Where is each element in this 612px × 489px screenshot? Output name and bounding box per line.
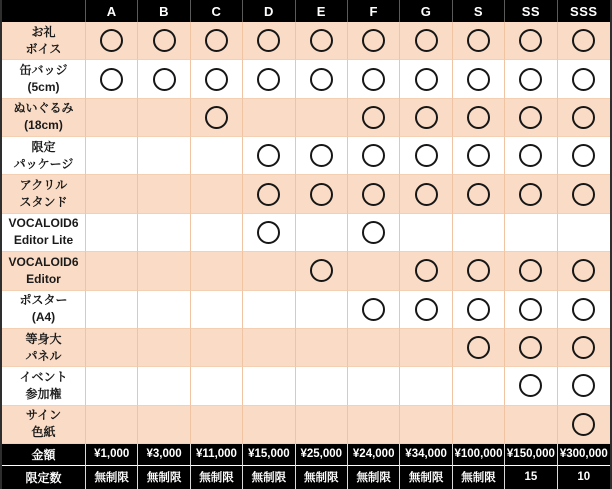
price-SSS: ¥300,000 bbox=[558, 444, 610, 466]
circle-outline-icon bbox=[257, 68, 280, 91]
circle-outline-icon bbox=[467, 144, 490, 167]
price-SS: ¥150,000 bbox=[505, 444, 557, 466]
circle-outline-icon bbox=[467, 29, 490, 52]
cell-life-size-panel-B bbox=[138, 329, 190, 367]
cell-acrylic-stand-SS bbox=[505, 175, 557, 213]
row-label-line: イベント bbox=[19, 369, 68, 384]
cell-event-entry-C bbox=[191, 367, 243, 405]
cell-vocaloid6-editor-D bbox=[243, 252, 295, 290]
cell-vocaloid6-editor-S bbox=[453, 252, 505, 290]
circle-outline-icon bbox=[572, 68, 595, 91]
cell-plush-SS bbox=[505, 99, 557, 137]
cell-plush-G bbox=[400, 99, 452, 137]
cell-event-entry-E bbox=[296, 367, 348, 405]
cell-poster-a4-SSS bbox=[558, 291, 610, 329]
price-D: ¥15,000 bbox=[243, 444, 295, 466]
row-label-line: 缶バッジ bbox=[19, 63, 68, 78]
cell-event-entry-B bbox=[138, 367, 190, 405]
cell-limited-package-SS bbox=[505, 137, 557, 175]
cell-thanks-voice-A bbox=[86, 22, 138, 60]
row-label-line: ぬいぐるみ bbox=[13, 101, 74, 116]
limit-G: 無制限 bbox=[400, 466, 452, 489]
row-label-line: 等身大 bbox=[25, 331, 62, 346]
circle-outline-icon bbox=[257, 221, 280, 244]
cell-acrylic-stand-D bbox=[243, 175, 295, 213]
row-label-line: スタンド bbox=[19, 195, 68, 210]
cell-can-badge-E bbox=[296, 60, 348, 98]
row-label-line: 限定 bbox=[31, 139, 56, 154]
row-label-life-size-panel bbox=[2, 329, 86, 367]
circle-outline-icon bbox=[519, 68, 542, 91]
cell-acrylic-stand-C bbox=[191, 175, 243, 213]
cell-life-size-panel-S bbox=[453, 329, 505, 367]
price-S: ¥100,000 bbox=[453, 444, 505, 466]
cell-vocaloid6-editor-lite-SS bbox=[505, 214, 557, 252]
cell-can-badge-D bbox=[243, 60, 295, 98]
limit-SSS: 10 bbox=[558, 466, 610, 489]
circle-outline-icon bbox=[415, 144, 438, 167]
circle-outline-icon bbox=[572, 29, 595, 52]
circle-outline-icon bbox=[519, 106, 542, 129]
cell-event-entry-SSS bbox=[558, 367, 610, 405]
price-row-label: 金額 bbox=[2, 444, 86, 466]
cell-vocaloid6-editor-B bbox=[138, 252, 190, 290]
header-tier-S: S bbox=[453, 0, 505, 22]
cell-poster-a4-F bbox=[348, 291, 400, 329]
cell-vocaloid6-editor-F bbox=[348, 252, 400, 290]
limit-SS: 15 bbox=[505, 466, 557, 489]
row-label-line: お礼 bbox=[31, 24, 56, 39]
cell-vocaloid6-editor-E bbox=[296, 252, 348, 290]
header-corner bbox=[2, 0, 86, 22]
circle-outline-icon bbox=[519, 336, 542, 359]
header-tier-SS: SS bbox=[505, 0, 557, 22]
row-label-signed-shikishi bbox=[2, 406, 86, 444]
circle-outline-icon bbox=[572, 374, 595, 397]
row-label-event-entry bbox=[2, 367, 86, 405]
cell-vocaloid6-editor-lite-SSS bbox=[558, 214, 610, 252]
cell-can-badge-B bbox=[138, 60, 190, 98]
circle-outline-icon bbox=[519, 29, 542, 52]
limit-E: 無制限 bbox=[296, 466, 348, 489]
cell-limited-package-SSS bbox=[558, 137, 610, 175]
circle-outline-icon bbox=[310, 183, 333, 206]
cell-poster-a4-C bbox=[191, 291, 243, 329]
cell-poster-a4-G bbox=[400, 291, 452, 329]
circle-outline-icon bbox=[153, 29, 176, 52]
circle-outline-icon bbox=[519, 298, 542, 321]
circle-outline-icon bbox=[519, 183, 542, 206]
circle-outline-icon bbox=[572, 413, 595, 436]
cell-plush-S bbox=[453, 99, 505, 137]
cell-life-size-panel-F bbox=[348, 329, 400, 367]
cell-vocaloid6-editor-lite-S bbox=[453, 214, 505, 252]
row-label-thanks-voice bbox=[2, 22, 86, 60]
cell-thanks-voice-C bbox=[191, 22, 243, 60]
circle-outline-icon bbox=[362, 144, 385, 167]
circle-outline-icon bbox=[415, 259, 438, 282]
circle-outline-icon bbox=[467, 259, 490, 282]
cell-can-badge-SS bbox=[505, 60, 557, 98]
limit-C: 無制限 bbox=[191, 466, 243, 489]
cell-can-badge-A bbox=[86, 60, 138, 98]
circle-outline-icon bbox=[467, 106, 490, 129]
cell-limited-package-F bbox=[348, 137, 400, 175]
header-tier-G: G bbox=[400, 0, 452, 22]
row-label-line: 参加権 bbox=[25, 386, 62, 401]
circle-outline-icon bbox=[310, 68, 333, 91]
circle-outline-icon bbox=[257, 183, 280, 206]
cell-signed-shikishi-SS bbox=[505, 406, 557, 444]
cell-signed-shikishi-G bbox=[400, 406, 452, 444]
cell-plush-SSS bbox=[558, 99, 610, 137]
cell-plush-C bbox=[191, 99, 243, 137]
cell-signed-shikishi-S bbox=[453, 406, 505, 444]
cell-signed-shikishi-C bbox=[191, 406, 243, 444]
circle-outline-icon bbox=[100, 68, 123, 91]
cell-vocaloid6-editor-lite-B bbox=[138, 214, 190, 252]
header-tier-C: C bbox=[191, 0, 243, 22]
price-C: ¥11,000 bbox=[191, 444, 243, 466]
row-label-line: (18cm) bbox=[24, 118, 63, 133]
limit-row-label: 限定数 bbox=[2, 466, 86, 489]
cell-life-size-panel-SSS bbox=[558, 329, 610, 367]
cell-signed-shikishi-B bbox=[138, 406, 190, 444]
row-label-can-badge bbox=[2, 60, 86, 98]
cell-can-badge-F bbox=[348, 60, 400, 98]
cell-vocaloid6-editor-A bbox=[86, 252, 138, 290]
circle-outline-icon bbox=[362, 29, 385, 52]
cell-plush-B bbox=[138, 99, 190, 137]
cell-plush-A bbox=[86, 99, 138, 137]
cell-limited-package-B bbox=[138, 137, 190, 175]
cell-signed-shikishi-A bbox=[86, 406, 138, 444]
cell-poster-a4-S bbox=[453, 291, 505, 329]
cell-vocaloid6-editor-lite-C bbox=[191, 214, 243, 252]
cell-vocaloid6-editor-G bbox=[400, 252, 452, 290]
price-F: ¥24,000 bbox=[348, 444, 400, 466]
header-tier-E: E bbox=[296, 0, 348, 22]
cell-vocaloid6-editor-C bbox=[191, 252, 243, 290]
cell-vocaloid6-editor-lite-A bbox=[86, 214, 138, 252]
cell-acrylic-stand-A bbox=[86, 175, 138, 213]
row-label-line: パッケージ bbox=[13, 156, 74, 171]
circle-outline-icon bbox=[519, 259, 542, 282]
row-label-poster-a4 bbox=[2, 291, 86, 329]
cell-signed-shikishi-D bbox=[243, 406, 295, 444]
row-label-line: VOCALOID6 bbox=[8, 254, 79, 269]
circle-outline-icon bbox=[415, 298, 438, 321]
limit-S: 無制限 bbox=[453, 466, 505, 489]
circle-outline-icon bbox=[519, 374, 542, 397]
cell-can-badge-SSS bbox=[558, 60, 610, 98]
row-label-line: Editor Lite bbox=[13, 233, 74, 248]
cell-acrylic-stand-E bbox=[296, 175, 348, 213]
cell-thanks-voice-E bbox=[296, 22, 348, 60]
cell-event-entry-S bbox=[453, 367, 505, 405]
header-tier-A: A bbox=[86, 0, 138, 22]
cell-thanks-voice-SSS bbox=[558, 22, 610, 60]
row-label-line: パネル bbox=[25, 348, 62, 363]
cell-event-entry-SS bbox=[505, 367, 557, 405]
limit-F: 無制限 bbox=[348, 466, 400, 489]
circle-outline-icon bbox=[205, 29, 228, 52]
circle-outline-icon bbox=[205, 68, 228, 91]
circle-outline-icon bbox=[205, 106, 228, 129]
circle-outline-icon bbox=[257, 29, 280, 52]
limit-B: 無制限 bbox=[138, 466, 190, 489]
cell-acrylic-stand-G bbox=[400, 175, 452, 213]
circle-outline-icon bbox=[467, 68, 490, 91]
cell-can-badge-G bbox=[400, 60, 452, 98]
row-label-line: 色紙 bbox=[31, 425, 56, 440]
cell-limited-package-C bbox=[191, 137, 243, 175]
circle-outline-icon bbox=[362, 298, 385, 321]
cell-vocaloid6-editor-lite-E bbox=[296, 214, 348, 252]
cell-vocaloid6-editor-lite-D bbox=[243, 214, 295, 252]
row-label-line: (5cm) bbox=[27, 80, 60, 95]
cell-poster-a4-A bbox=[86, 291, 138, 329]
cell-acrylic-stand-S bbox=[453, 175, 505, 213]
row-label-line: ポスター bbox=[19, 293, 68, 308]
circle-outline-icon bbox=[153, 68, 176, 91]
cell-plush-D bbox=[243, 99, 295, 137]
row-label-line: サイン bbox=[25, 408, 62, 423]
cell-event-entry-G bbox=[400, 367, 452, 405]
cell-life-size-panel-A bbox=[86, 329, 138, 367]
circle-outline-icon bbox=[467, 183, 490, 206]
cell-poster-a4-B bbox=[138, 291, 190, 329]
header-tier-D: D bbox=[243, 0, 295, 22]
circle-outline-icon bbox=[572, 336, 595, 359]
row-label-line: ボイス bbox=[25, 41, 62, 56]
cell-event-entry-A bbox=[86, 367, 138, 405]
cell-thanks-voice-SS bbox=[505, 22, 557, 60]
cell-plush-F bbox=[348, 99, 400, 137]
limit-A: 無制限 bbox=[86, 466, 138, 489]
cell-event-entry-D bbox=[243, 367, 295, 405]
price-E: ¥25,000 bbox=[296, 444, 348, 466]
cell-limited-package-A bbox=[86, 137, 138, 175]
cell-life-size-panel-E bbox=[296, 329, 348, 367]
cell-life-size-panel-SS bbox=[505, 329, 557, 367]
circle-outline-icon bbox=[362, 221, 385, 244]
row-label-plush bbox=[2, 99, 86, 137]
cell-thanks-voice-F bbox=[348, 22, 400, 60]
circle-outline-icon bbox=[572, 183, 595, 206]
cell-limited-package-D bbox=[243, 137, 295, 175]
cell-poster-a4-SS bbox=[505, 291, 557, 329]
circle-outline-icon bbox=[572, 144, 595, 167]
cell-limited-package-G bbox=[400, 137, 452, 175]
circle-outline-icon bbox=[415, 68, 438, 91]
circle-outline-icon bbox=[467, 298, 490, 321]
cell-signed-shikishi-SSS bbox=[558, 406, 610, 444]
cell-thanks-voice-B bbox=[138, 22, 190, 60]
circle-outline-icon bbox=[257, 144, 280, 167]
cell-vocaloid6-editor-SSS bbox=[558, 252, 610, 290]
row-label-vocaloid6-editor-lite bbox=[2, 214, 86, 252]
circle-outline-icon bbox=[415, 106, 438, 129]
circle-outline-icon bbox=[310, 29, 333, 52]
cell-poster-a4-D bbox=[243, 291, 295, 329]
circle-outline-icon bbox=[310, 144, 333, 167]
header-tier-B: B bbox=[138, 0, 190, 22]
header-tier-F: F bbox=[348, 0, 400, 22]
cell-signed-shikishi-E bbox=[296, 406, 348, 444]
cell-life-size-panel-C bbox=[191, 329, 243, 367]
cell-signed-shikishi-F bbox=[348, 406, 400, 444]
circle-outline-icon bbox=[519, 144, 542, 167]
circle-outline-icon bbox=[572, 106, 595, 129]
circle-outline-icon bbox=[467, 336, 490, 359]
cell-thanks-voice-G bbox=[400, 22, 452, 60]
cell-can-badge-C bbox=[191, 60, 243, 98]
circle-outline-icon bbox=[415, 183, 438, 206]
row-label-acrylic-stand bbox=[2, 175, 86, 213]
cell-life-size-panel-D bbox=[243, 329, 295, 367]
cell-thanks-voice-D bbox=[243, 22, 295, 60]
limit-D: 無制限 bbox=[243, 466, 295, 489]
circle-outline-icon bbox=[572, 259, 595, 282]
cell-poster-a4-E bbox=[296, 291, 348, 329]
circle-outline-icon bbox=[362, 106, 385, 129]
row-label-line: Editor bbox=[26, 271, 61, 286]
cell-vocaloid6-editor-SS bbox=[505, 252, 557, 290]
price-B: ¥3,000 bbox=[138, 444, 190, 466]
row-label-limited-package bbox=[2, 137, 86, 175]
header-tier-SSS: SSS bbox=[558, 0, 610, 22]
cell-acrylic-stand-F bbox=[348, 175, 400, 213]
cell-can-badge-S bbox=[453, 60, 505, 98]
circle-outline-icon bbox=[100, 29, 123, 52]
cell-vocaloid6-editor-lite-F bbox=[348, 214, 400, 252]
row-label-line: (A4) bbox=[31, 310, 56, 325]
cell-limited-package-S bbox=[453, 137, 505, 175]
cell-limited-package-E bbox=[296, 137, 348, 175]
circle-outline-icon bbox=[415, 29, 438, 52]
cell-acrylic-stand-B bbox=[138, 175, 190, 213]
circle-outline-icon bbox=[362, 68, 385, 91]
row-label-vocaloid6-editor bbox=[2, 252, 86, 290]
cell-event-entry-F bbox=[348, 367, 400, 405]
cell-plush-E bbox=[296, 99, 348, 137]
row-label-line: アクリル bbox=[19, 178, 68, 193]
price-G: ¥34,000 bbox=[400, 444, 452, 466]
cell-acrylic-stand-SSS bbox=[558, 175, 610, 213]
cell-vocaloid6-editor-lite-G bbox=[400, 214, 452, 252]
cell-life-size-panel-G bbox=[400, 329, 452, 367]
circle-outline-icon bbox=[362, 183, 385, 206]
price-A: ¥1,000 bbox=[86, 444, 138, 466]
cell-thanks-voice-S bbox=[453, 22, 505, 60]
circle-outline-icon bbox=[310, 259, 333, 282]
row-label-line: VOCALOID6 bbox=[8, 216, 79, 231]
circle-outline-icon bbox=[572, 298, 595, 321]
